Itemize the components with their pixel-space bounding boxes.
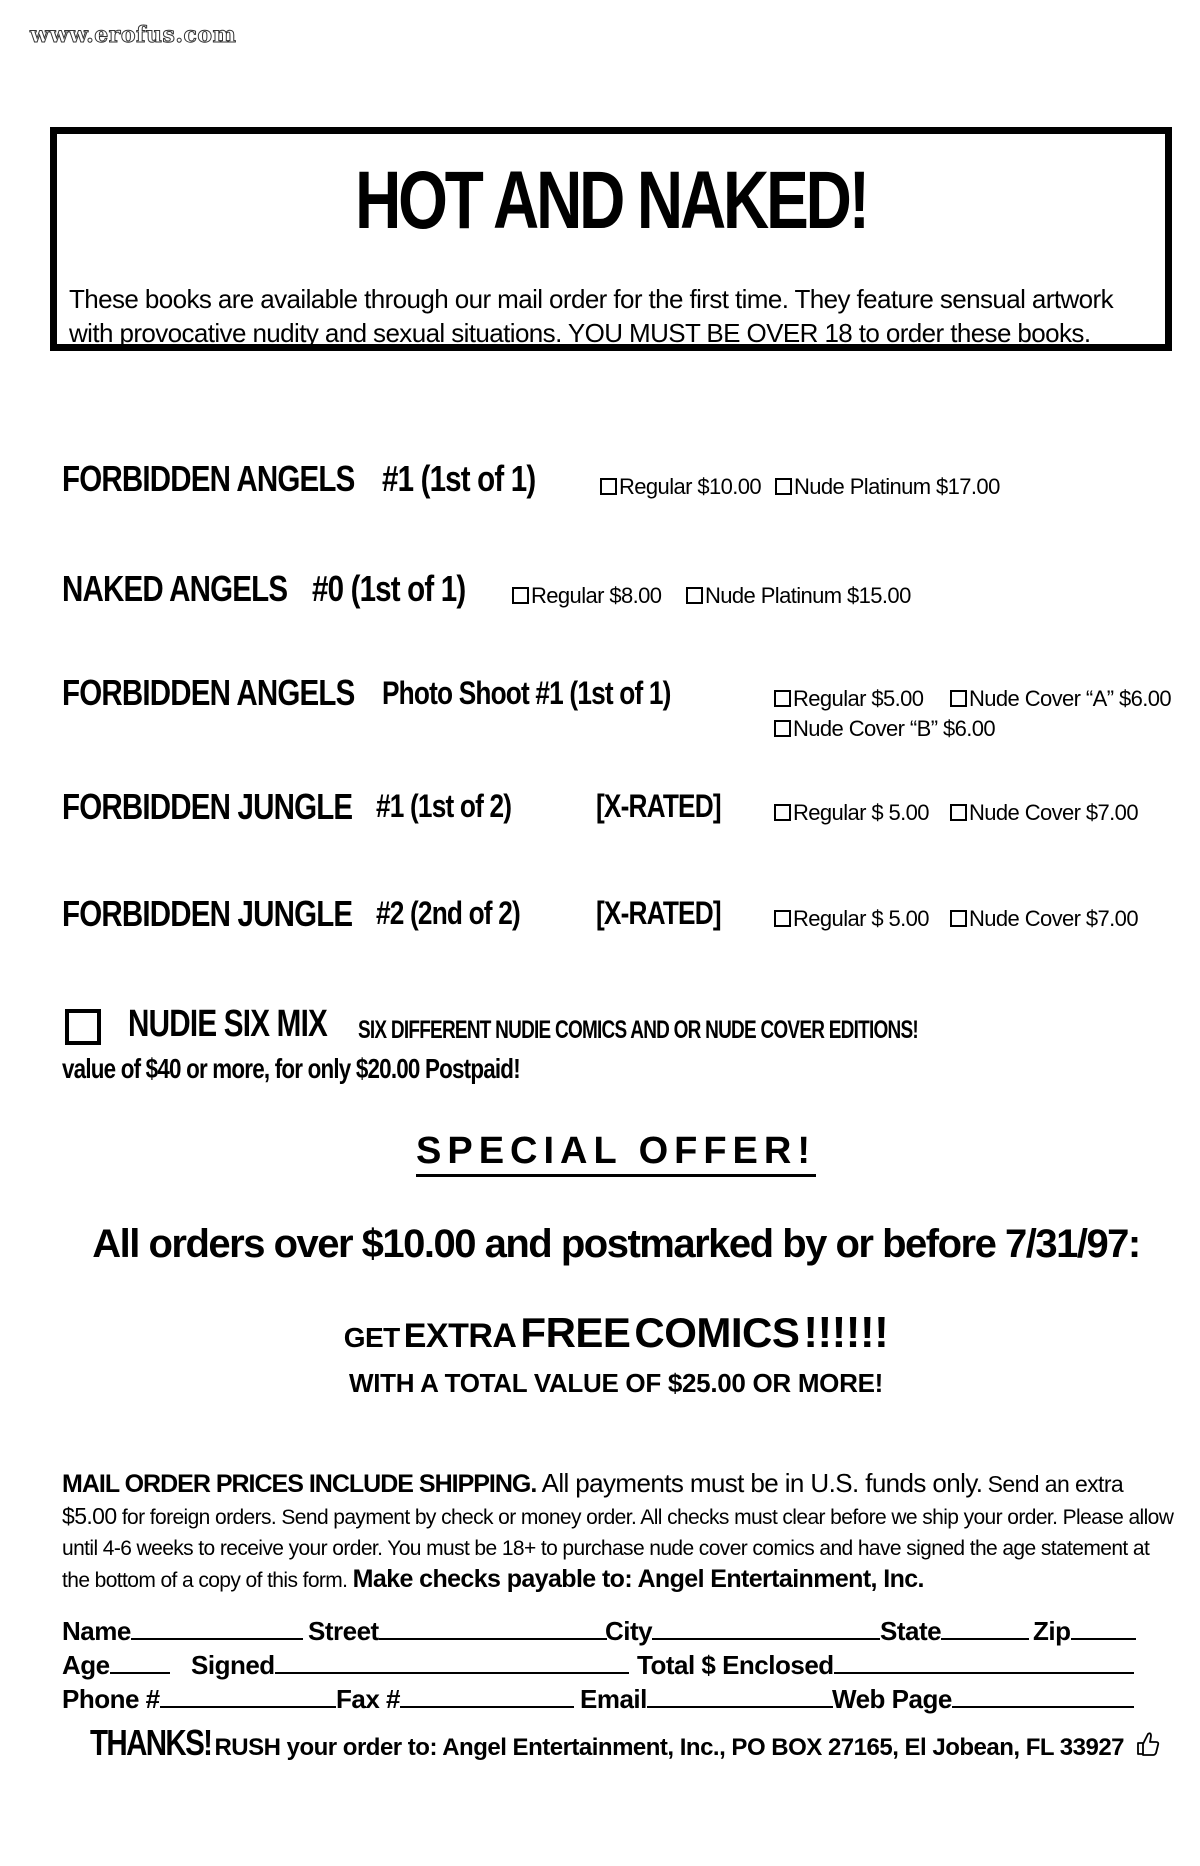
checkbox-icon[interactable]: [686, 587, 703, 604]
rating-badge: [X-RATED]: [596, 895, 721, 931]
book-title: NAKED ANGELS: [62, 568, 288, 609]
total-enclosed-field[interactable]: Total $ Enclosed: [637, 1650, 1134, 1681]
book-issue: #0 (1st of 1): [312, 568, 466, 609]
watermark: www.erofus.com: [30, 22, 237, 48]
age-field[interactable]: Age: [62, 1650, 170, 1681]
page-title: HOT AND NAKED!: [355, 155, 867, 246]
option-regular[interactable]: Regular $10.00: [600, 474, 761, 500]
book-title: FORBIDDEN JUNGLE: [62, 786, 353, 827]
book-row-naked-angels-0: [62, 568, 466, 610]
option-nude-cover[interactable]: Nude Cover $7.00: [950, 906, 1138, 932]
checkbox-icon[interactable]: [512, 587, 529, 604]
rush-address: RUSH your order to: Angel Entertainment, Inc., PO BOX 27165, El Jobean, FL 33927: [214, 1734, 1125, 1761]
extra-free-comics: GET EXTRA FREE COMICS !!!!!!: [343, 1308, 889, 1357]
checkbox-icon[interactable]: [775, 478, 792, 495]
checkbox-icon[interactable]: [774, 690, 791, 707]
thanks-word: THANKS!: [90, 1722, 212, 1763]
option-regular[interactable]: Regular $ 5.00: [774, 800, 929, 826]
street-field[interactable]: Street: [308, 1616, 607, 1647]
six-mix-value: value of $40 or more, for only $20.00 Postpaid!: [62, 1053, 520, 1084]
header-description: These books are available through our mail order for the first time. They feature sensual artwork with provocative nudity and sexual situations. YOU MUST BE OVER 18 to order these books.: [69, 284, 1113, 348]
option-nude-cover-b[interactable]: Nude Cover “B” $6.00: [774, 716, 995, 742]
book-row-forbidden-jungle-2: [62, 893, 721, 935]
option-regular[interactable]: Regular $8.00: [512, 583, 661, 609]
option-regular[interactable]: Regular $ 5.00: [774, 906, 929, 932]
fax-field[interactable]: Fax #: [336, 1684, 574, 1715]
book-row-forbidden-angels-1: [62, 458, 536, 500]
option-nude-platinum[interactable]: Nude Platinum $17.00: [775, 474, 1000, 500]
state-field[interactable]: State: [880, 1616, 1029, 1647]
book-title: FORBIDDEN ANGELS: [62, 458, 355, 499]
special-offer-heading: SPECIAL OFFER!: [0, 1130, 1200, 1173]
thanks-line: [90, 1722, 1160, 1764]
book-title: FORBIDDEN JUNGLE: [62, 893, 353, 934]
option-nude-platinum[interactable]: Nude Platinum $15.00: [686, 583, 911, 609]
header-box: [50, 127, 1172, 351]
checkbox-icon[interactable]: [950, 804, 967, 821]
city-field[interactable]: City: [605, 1616, 880, 1647]
rating-badge: [X-RATED]: [596, 788, 721, 824]
six-mix-subtitle: SIX DIFFERENT NUDIE COMICS AND OR NUDE COVER EDITIONS!: [358, 1016, 918, 1044]
phone-field[interactable]: Phone #: [62, 1684, 336, 1715]
total-value: WITH A TOTAL VALUE OF $25.00 OR MORE!: [349, 1368, 883, 1398]
option-nude-cover[interactable]: Nude Cover $7.00: [950, 800, 1138, 826]
checkbox-icon[interactable]: [950, 910, 967, 927]
book-title: FORBIDDEN ANGELS: [62, 672, 355, 713]
six-mix-checkbox[interactable]: [65, 1009, 101, 1045]
mail-order-terms: MAIL ORDER PRICES INCLUDE SHIPPING. All payments must be in U.S. funds only. Send an extra $5.00 for foreign orders. Send payment by check or money order. All checks must clear before we ship your order. Please allow until 4-6 weeks to receive your order. You must be 18+ to purchase nude cover comics and have signed the age statement at the bottom of a copy of this form. Make checks payable to: Angel Entertainment, Inc.: [62, 1468, 1174, 1593]
book-row-forbidden-jungle-1: [62, 786, 721, 828]
checkbox-icon[interactable]: [774, 910, 791, 927]
special-offer-orders: All orders over $10.00 and postmarked by or before 7/31/97:: [92, 1222, 1140, 1266]
six-mix-title: NUDIE SIX MIX: [128, 1003, 328, 1045]
web-page-field[interactable]: Web Page: [832, 1684, 1134, 1715]
book-issue: #1 (1st of 1): [382, 458, 536, 499]
signed-field[interactable]: Signed: [191, 1650, 629, 1681]
checkbox-icon[interactable]: [774, 720, 791, 737]
book-issue: #1 (1st of 2): [376, 788, 512, 824]
checkbox-icon[interactable]: [600, 478, 617, 495]
book-issue: Photo Shoot #1 (1st of 1): [382, 675, 671, 711]
six-mix-row: [128, 1003, 918, 1046]
thumbs-up-icon: [1134, 1729, 1160, 1757]
option-regular[interactable]: Regular $5.00: [774, 686, 923, 712]
zip-field[interactable]: Zip: [1033, 1616, 1136, 1647]
book-issue: #2 (2nd of 2): [376, 895, 520, 931]
email-field[interactable]: Email: [580, 1684, 833, 1715]
option-nude-cover-a[interactable]: Nude Cover “A” $6.00: [950, 686, 1171, 712]
book-row-forbidden-angels-photo-shoot: [62, 672, 671, 714]
name-field[interactable]: Name: [62, 1616, 303, 1647]
checkbox-icon[interactable]: [950, 690, 967, 707]
checkbox-icon[interactable]: [774, 804, 791, 821]
